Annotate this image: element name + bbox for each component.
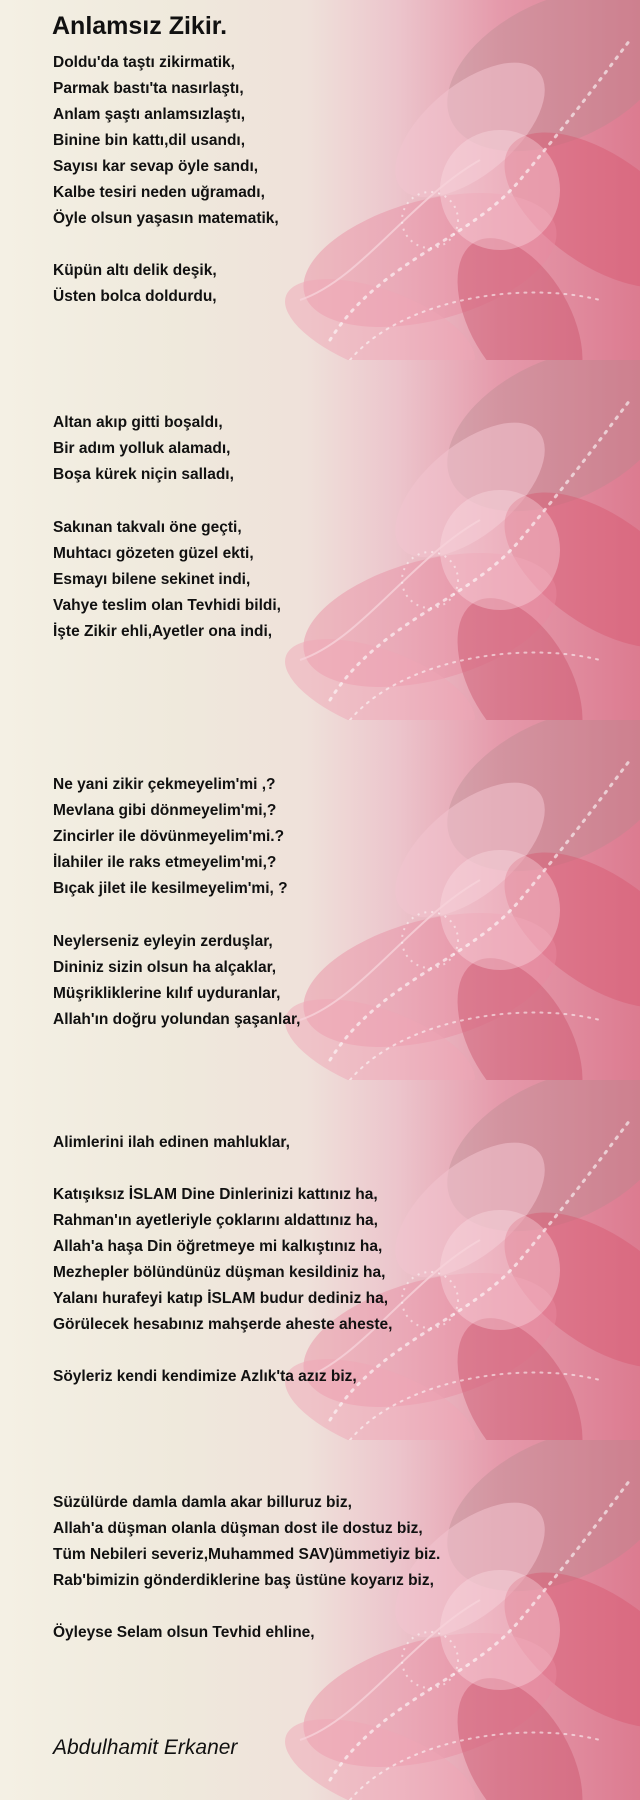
poem-author: Abdulhamit Erkaner [53, 1736, 238, 1759]
poem-line: Sakınan takvalı öne geçti, [53, 519, 242, 536]
poem-line: Allah'ın doğru yolundan şaşanlar, [53, 1011, 301, 1028]
poem-line: Vahye teslim olan Tevhidi bildi, [53, 597, 281, 614]
poem-stanza [53, 1130, 290, 1156]
poem-line: Boşa kürek niçin salladı, [53, 466, 234, 483]
poem-stanza [53, 258, 217, 310]
petal-shape [440, 130, 560, 250]
petal-shape [440, 850, 560, 970]
poem-line: Yalanı hurafeyi katıp İSLAM budur dediniz ha, [53, 1290, 389, 1307]
poem-line: Küpün altı delik deşik, [53, 262, 217, 279]
poem-stanza [53, 772, 288, 902]
poem-line: Parmak bastı'ta nasırlaştı, [53, 80, 244, 97]
poem-line: Sayısı kar sevap öyle sandı, [53, 158, 259, 175]
poem-line: Üsten bolca doldurdu, [53, 288, 217, 305]
poem-stanza [53, 1490, 440, 1594]
poem-stanza [53, 1182, 392, 1338]
poem-line: Söyleriz kendi kendimize Azlık'ta azız biz, [53, 1368, 357, 1385]
poem-line: İşte Zikir ehli,Ayetler ona indi, [53, 623, 273, 640]
petal-shape [440, 1210, 560, 1330]
poem-line: Mezhepler bölündünüz düşman kesildiniz ha, [53, 1264, 386, 1281]
poem-line: Anlam şaştı anlamsızlaştı, [53, 106, 246, 123]
poem-stanza [53, 929, 300, 1033]
poem-line: Katışıksız İSLAM Dine Dinlerinizi kattınız ha, [53, 1186, 378, 1203]
poem-line: Muhtacı gözeten güzel ekti, [53, 545, 254, 562]
poem-line: Kalbe tesiri neden uğramadı, [53, 184, 265, 201]
poem-line: Bir adım yolluk alamadı, [53, 440, 231, 457]
poem-stanza [53, 1364, 357, 1390]
poem-line: Binine bin kattı,dil usandı, [53, 132, 246, 149]
poem-line: Allah'a haşa Din öğretmeye mi kalkıştınız ha, [53, 1238, 383, 1255]
poem-line: Müşrikliklerine kılıf uyduranlar, [53, 985, 281, 1002]
poem-line: Görülecek hesabınız mahşerde aheste aheste, [53, 1316, 393, 1333]
poem-line: İlahiler ile raks etmeyelim'mi,? [53, 854, 277, 871]
poem-line: Süzülürde damla damla akar billuruz biz, [53, 1494, 352, 1511]
poem-title: Anlamsız Zikir. [52, 12, 228, 40]
poem-line: Esmayı bilene sekinet indi, [53, 571, 251, 588]
petal-shape [440, 1570, 560, 1690]
poem-line: Öyle olsun yaşasın matematik, [53, 210, 279, 227]
poem-line: Bıçak jilet ile kesilmeyelim'mi, ? [53, 880, 288, 897]
poem-line: Altan akıp gitti boşaldı, [53, 414, 223, 431]
poem-line: Zincirler ile dövünmeyelim'mi.? [53, 828, 285, 845]
poem-line: Tüm Nebileri severiz,Muhammed SAV)ümmetiyiz biz. [53, 1546, 441, 1563]
poem-line: Öyleyse Selam olsun Tevhid ehline, [53, 1624, 315, 1641]
poem-stanza [53, 515, 281, 645]
poem-stanza [53, 1620, 315, 1646]
poem-line: Rab'bimizin gönderdiklerine baş üstüne koyarız biz, [53, 1572, 434, 1589]
poem-line: Alimlerini ilah edinen mahluklar, [53, 1134, 290, 1151]
poem-line: Ne yani zikir çekmeyelim'mi ,? [53, 776, 276, 793]
poem-line: Mevlana gibi dönmeyelim'mi,? [53, 802, 277, 819]
poem-line: Allah'a düşman olanla düşman dost ile dostuz biz, [53, 1520, 423, 1537]
poem-stanza [53, 410, 234, 488]
poem-line: Rahman'ın ayetleriyle çoklarını aldattınız ha, [53, 1212, 378, 1229]
petal-shape [440, 490, 560, 610]
poem-stanza [53, 50, 279, 232]
poem-line: Doldu'da taştı zikirmatik, [53, 54, 235, 71]
poem-line: Neylerseniz eyleyin zerduşlar, [53, 933, 273, 950]
poem-line: Dininiz sizin olsun ha alçaklar, [53, 959, 277, 976]
